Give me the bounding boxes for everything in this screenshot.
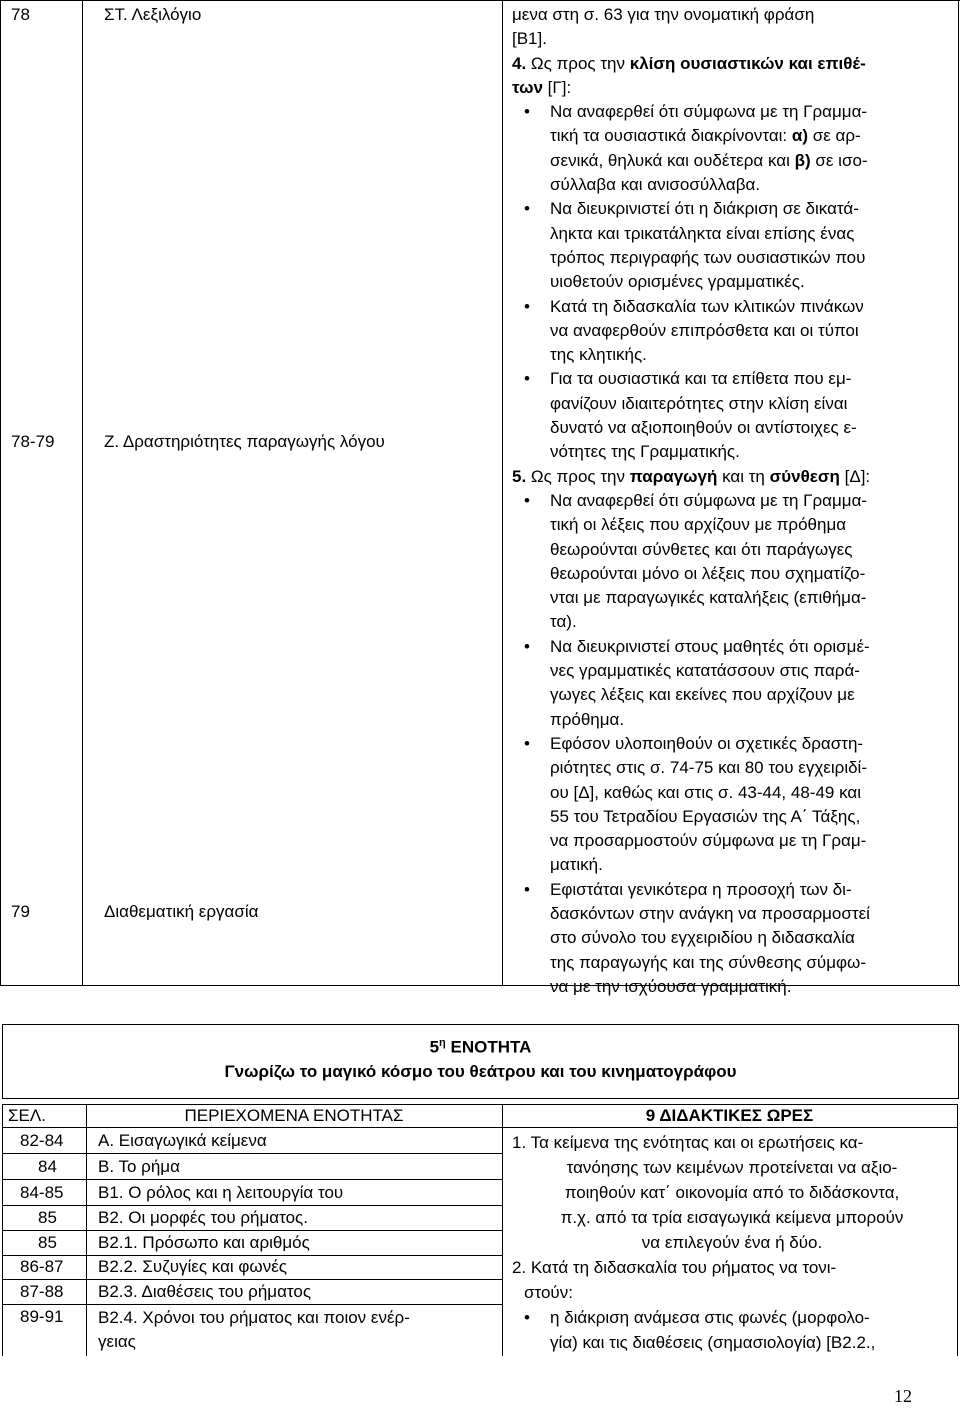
row-divider [2, 1179, 502, 1180]
list-item: • Να αναφερθεί ότι σύμφωνα με τη Γραμμα- τική οι λέξεις που αρχίζουν με πρόθημα θεωρούνται σύνθετες και ότι παράγωγες θεωρούνται μόνο οι λέξεις που σχηματίζο- νται με παραγωγικές καταλήξεις (επιθήμα- τα). [512, 489, 952, 635]
paragraph-2: 2. Κατά τη διδασκαλία του ρήματος να τονι- [512, 1258, 837, 1277]
table-row [0, 3, 201, 27]
table1-right-column [512, 3, 952, 999]
page-ref: 84-85 [20, 1183, 64, 1202]
list-item: • Για τα ουσιαστικά και τα επίθετα που εμ- φανίζουν ιδιαιτερότητες στην κλίση είναι δυνατό να αξιοποιηθούν οι αντίστοιχες ε- νότητες της Γραμματικής. [512, 367, 952, 464]
table2-header-divider [2, 1127, 958, 1128]
unit-title: Γνωρίζω το μαγικό κόσμο του θεάτρου και του κινηματογράφου [224, 1061, 737, 1081]
contents-item: Β2.3. Διαθέσεις του ρήματος [98, 1282, 312, 1301]
unit-title-box [2, 1024, 959, 1099]
row-divider [2, 1205, 502, 1206]
table-row [0, 430, 385, 454]
contents-item: Α. Εισαγωγικά κείμενα [98, 1131, 267, 1150]
list-item: • Εφιστάται γενικότερα η προσοχή των δι- δασκόντων στην ανάγκη να προσαρμοστεί στο σύνολο του εγχειριδίου η διδασκαλία της παραγωγής και της σύνθεσης σύμφω- να με την ισχύουσα γραμματική. [512, 878, 952, 999]
list-item: • Να διευκρινιστεί στους μαθητές ότι ορισμέ- νες γραμματικές κατατάσσουν στις παρά- γωγες λέξεις και εκείνες που αρχίζουν με πρόθημα. [512, 635, 952, 732]
column-header-hours: 9 ΔΙΔΑΚΤΙΚΕΣ ΩΡΕΣ [645, 1106, 814, 1125]
table2-right-border [957, 1104, 958, 1356]
page-ref: 85 [38, 1233, 57, 1252]
table1-col-divider [502, 0, 503, 986]
item-4-heading-cont: των [Γ]: [512, 77, 572, 97]
page-ref: 85 [38, 1208, 57, 1227]
item-4-heading: 4. Ως προς την κλίση ουσιαστικών και επιθέ- [512, 53, 866, 73]
list-item: • Εφόσον υλοποιηθούν οι σχετικές δραστη- ριότητες στις σ. 74-75 και 80 του εγχειριδί- ου [Δ], καθώς και στις σ. 43-44, 48-49 και 55 του Τετραδίου Εργασιών της Α΄ Τάξης, να προσαρμοστούν σύμφωνα με τη Γραμ- ματική. [512, 732, 952, 878]
page-number: 12 [894, 1386, 912, 1406]
row-divider [2, 1153, 502, 1154]
page-ref: 78-79 [11, 432, 55, 451]
table-row [0, 900, 258, 924]
section-label: Ζ. Δραστηριότητες παραγωγής λόγου [104, 432, 385, 451]
table2-right-column: 1. Τα κείμενα της ενότητας και οι ερωτήσεις κα- τανόησης των κειμένων προτείνεται να αξιο- ποιηθούν κατ΄ οικονομία από το διδάσκοντα, π.χ. από τα τρία εισαγωγικά κείμενα μπορούν να επιλεγούν ένα ή δύο. 2. Κατά τη διδασκαλία του ρήματος να τονι- στούν: • η διάκριση ανάμεσα στις φωνές (μορφολο- γία) και τις διαθέσεις (σημασιολογία) [Β2.2., [512, 1130, 952, 1355]
paragraph-1: 1. Τα κείμενα της ενότητας και οι ερωτήσεις κα- [512, 1133, 864, 1152]
page-ref: 89-91 [20, 1307, 64, 1326]
text-line: μενα στη σ. 63 για την ονοματική φράση [512, 5, 815, 24]
section-label: Διαθεματική εργασία [104, 902, 259, 921]
contents-item: Β2. Οι μορφές του ρήματος. [98, 1208, 308, 1227]
page-ref: 82-84 [20, 1131, 64, 1150]
contents-item: Β. Το ρήμα [98, 1157, 180, 1176]
contents-item: Β2.4. Χρόνοι του ρήματος και ποιον ενέρ- γειας [98, 1308, 410, 1351]
contents-item: Β1. Ο ρόλος και η λειτουργία του [98, 1183, 344, 1202]
column-header-contents: ΠΕΡΙΕΧΟΜΕΝΑ ΕΝΟΤΗΤΑΣ [184, 1106, 404, 1125]
text-line: [Β1]. [512, 29, 547, 49]
page-ref: 87-88 [20, 1282, 64, 1301]
row-divider [2, 1230, 502, 1231]
item-5-heading: 5. Ως προς την παραγωγή και τη σύνθεση [Δ]: [512, 466, 871, 486]
table1-right-border [958, 0, 959, 986]
list-item: • Να αναφερθεί ότι σύμφωνα με τη Γραμμα- τική τα ουσιαστικά διακρίνονται: α) σε αρ- σενικά, θηλυκά και ουδέτερα και β) σε ισο- σύλλαβα και ανισοσύλλαβα. [512, 100, 952, 197]
list-item: • η διάκριση ανάμεσα στις φωνές (μορφολο- γία) και τις διαθέσεις (σημασιολογία) [Β2.2., [512, 1305, 952, 1355]
table1-left-column [0, 0, 500, 986]
page-ref: 78 [11, 5, 30, 24]
contents-item: Β2.1. Πρόσωπο και αριθμός [98, 1233, 310, 1252]
table2-col-divider [502, 1104, 503, 1356]
unit-number: $5^\eta$ ΕΝΟΤΗΤΑ [429, 1037, 532, 1057]
list-item: • Κατά τη διδασκαλία των κλιτικών πινάκων να αναφερθούν επιπρόσθετα και οι τύποι της κλητικής. [512, 295, 952, 368]
list-item: • Να διευκρινιστεί ότι η διάκριση σε δικατά- ληκτα και τρικατάληκτα είναι επίσης ένας τρόπος περιγραφής των ουσιαστικών που υιοθετούν ορισμένες γραμματικές. [512, 197, 952, 294]
page-ref: 84 [38, 1157, 57, 1176]
page-ref: 79 [11, 902, 30, 921]
section-label: ΣΤ. Λεξιλόγιο [104, 5, 202, 24]
contents-item: Β2.2. Συζυγίες και φωνές [98, 1257, 287, 1276]
row-divider [2, 1304, 502, 1305]
column-header-sel: ΣΕΛ. [8, 1106, 46, 1125]
row-divider [2, 1279, 502, 1280]
page-ref: 86-87 [20, 1257, 64, 1276]
